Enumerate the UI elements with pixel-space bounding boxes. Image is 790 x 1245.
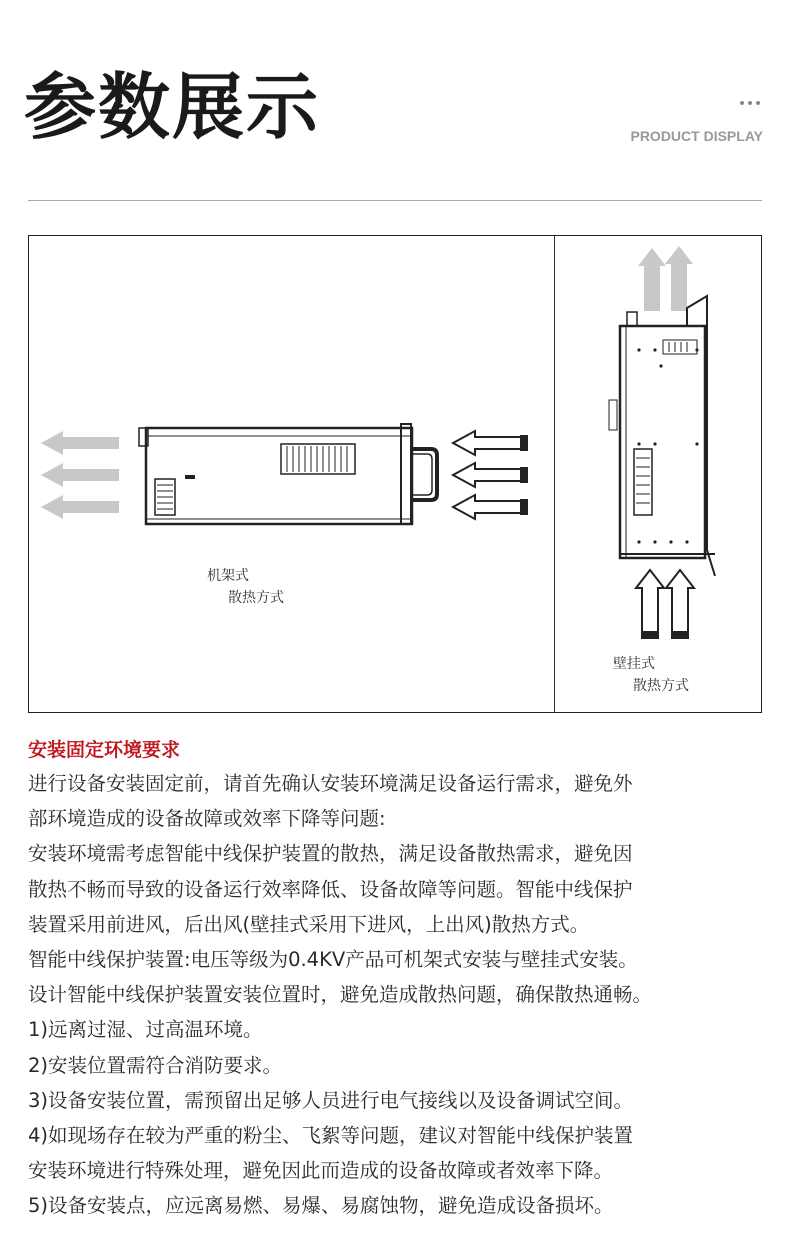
- body-line: 散热不畅而导致的设备运行效率降低、设备故障等问题。智能中线保护: [28, 877, 633, 901]
- wall-caption-line2: 散热方式: [633, 678, 689, 694]
- cooling-diagram-drawing: [29, 236, 763, 714]
- more-dots-icon: [740, 101, 760, 105]
- wall-outflow-arrows: [638, 246, 693, 311]
- page-title: 参数展示: [24, 65, 321, 149]
- rack-caption-line1: 机架式: [207, 568, 249, 584]
- rack-device: [139, 424, 437, 524]
- section-body: [28, 766, 773, 1224]
- diagram-divider: [554, 236, 555, 712]
- body-line: 1)远离过湿、过高温环境。: [28, 1018, 263, 1042]
- wall-inflow-arrows: [636, 570, 694, 638]
- header-divider: [28, 200, 762, 201]
- wall-device: [609, 296, 715, 576]
- wall-caption-line1: 壁挂式: [613, 656, 655, 672]
- body-line: 4)如现场存在较为严重的粉尘、飞絮等问题，建议对智能中线保护装置: [28, 1124, 634, 1148]
- body-line: 安装环境进行特殊处理，避免因此而造成的设备故障或者效率下降。: [28, 1159, 614, 1183]
- body-line: 5)设备安装点，应远离易燃、易爆、易腐蚀物，避免造成设备损坏。: [28, 1194, 614, 1218]
- body-line: 3)设备安装位置，需预留出足够人员进行电气接线以及设备调试空间。: [28, 1088, 634, 1112]
- body-line: 安装环境需考虑智能中线保护装置的散热，满足设备散热需求，避免因: [28, 842, 633, 866]
- rack-outflow-arrows: [41, 431, 119, 519]
- rack-caption-line2: 散热方式: [228, 590, 284, 606]
- body-line: 2)安装位置需符合消防要求。: [28, 1053, 283, 1077]
- rack-inflow-arrows: [453, 431, 527, 519]
- body-line: 设计智能中线保护装置安装位置时，避免造成散热问题，确保散热通畅。: [28, 983, 653, 1007]
- cooling-diagram: [28, 235, 762, 713]
- page-subtitle: PRODUCT DISPLAY: [630, 128, 763, 144]
- body-line: 装置采用前进风，后出风(壁挂式采用下进风，上出风)散热方式。: [28, 912, 590, 936]
- body-line: 部环境造成的设备故障或效率下降等问题:: [28, 807, 386, 831]
- body-line: 智能中线保护装置:电压等级为0.4KV产品可机架式安装与壁挂式安装。: [28, 948, 638, 972]
- body-line: 进行设备安装固定前，请首先确认安装环境满足设备运行需求，避免外: [28, 772, 633, 795]
- section-title: 安装固定环境要求: [28, 739, 181, 761]
